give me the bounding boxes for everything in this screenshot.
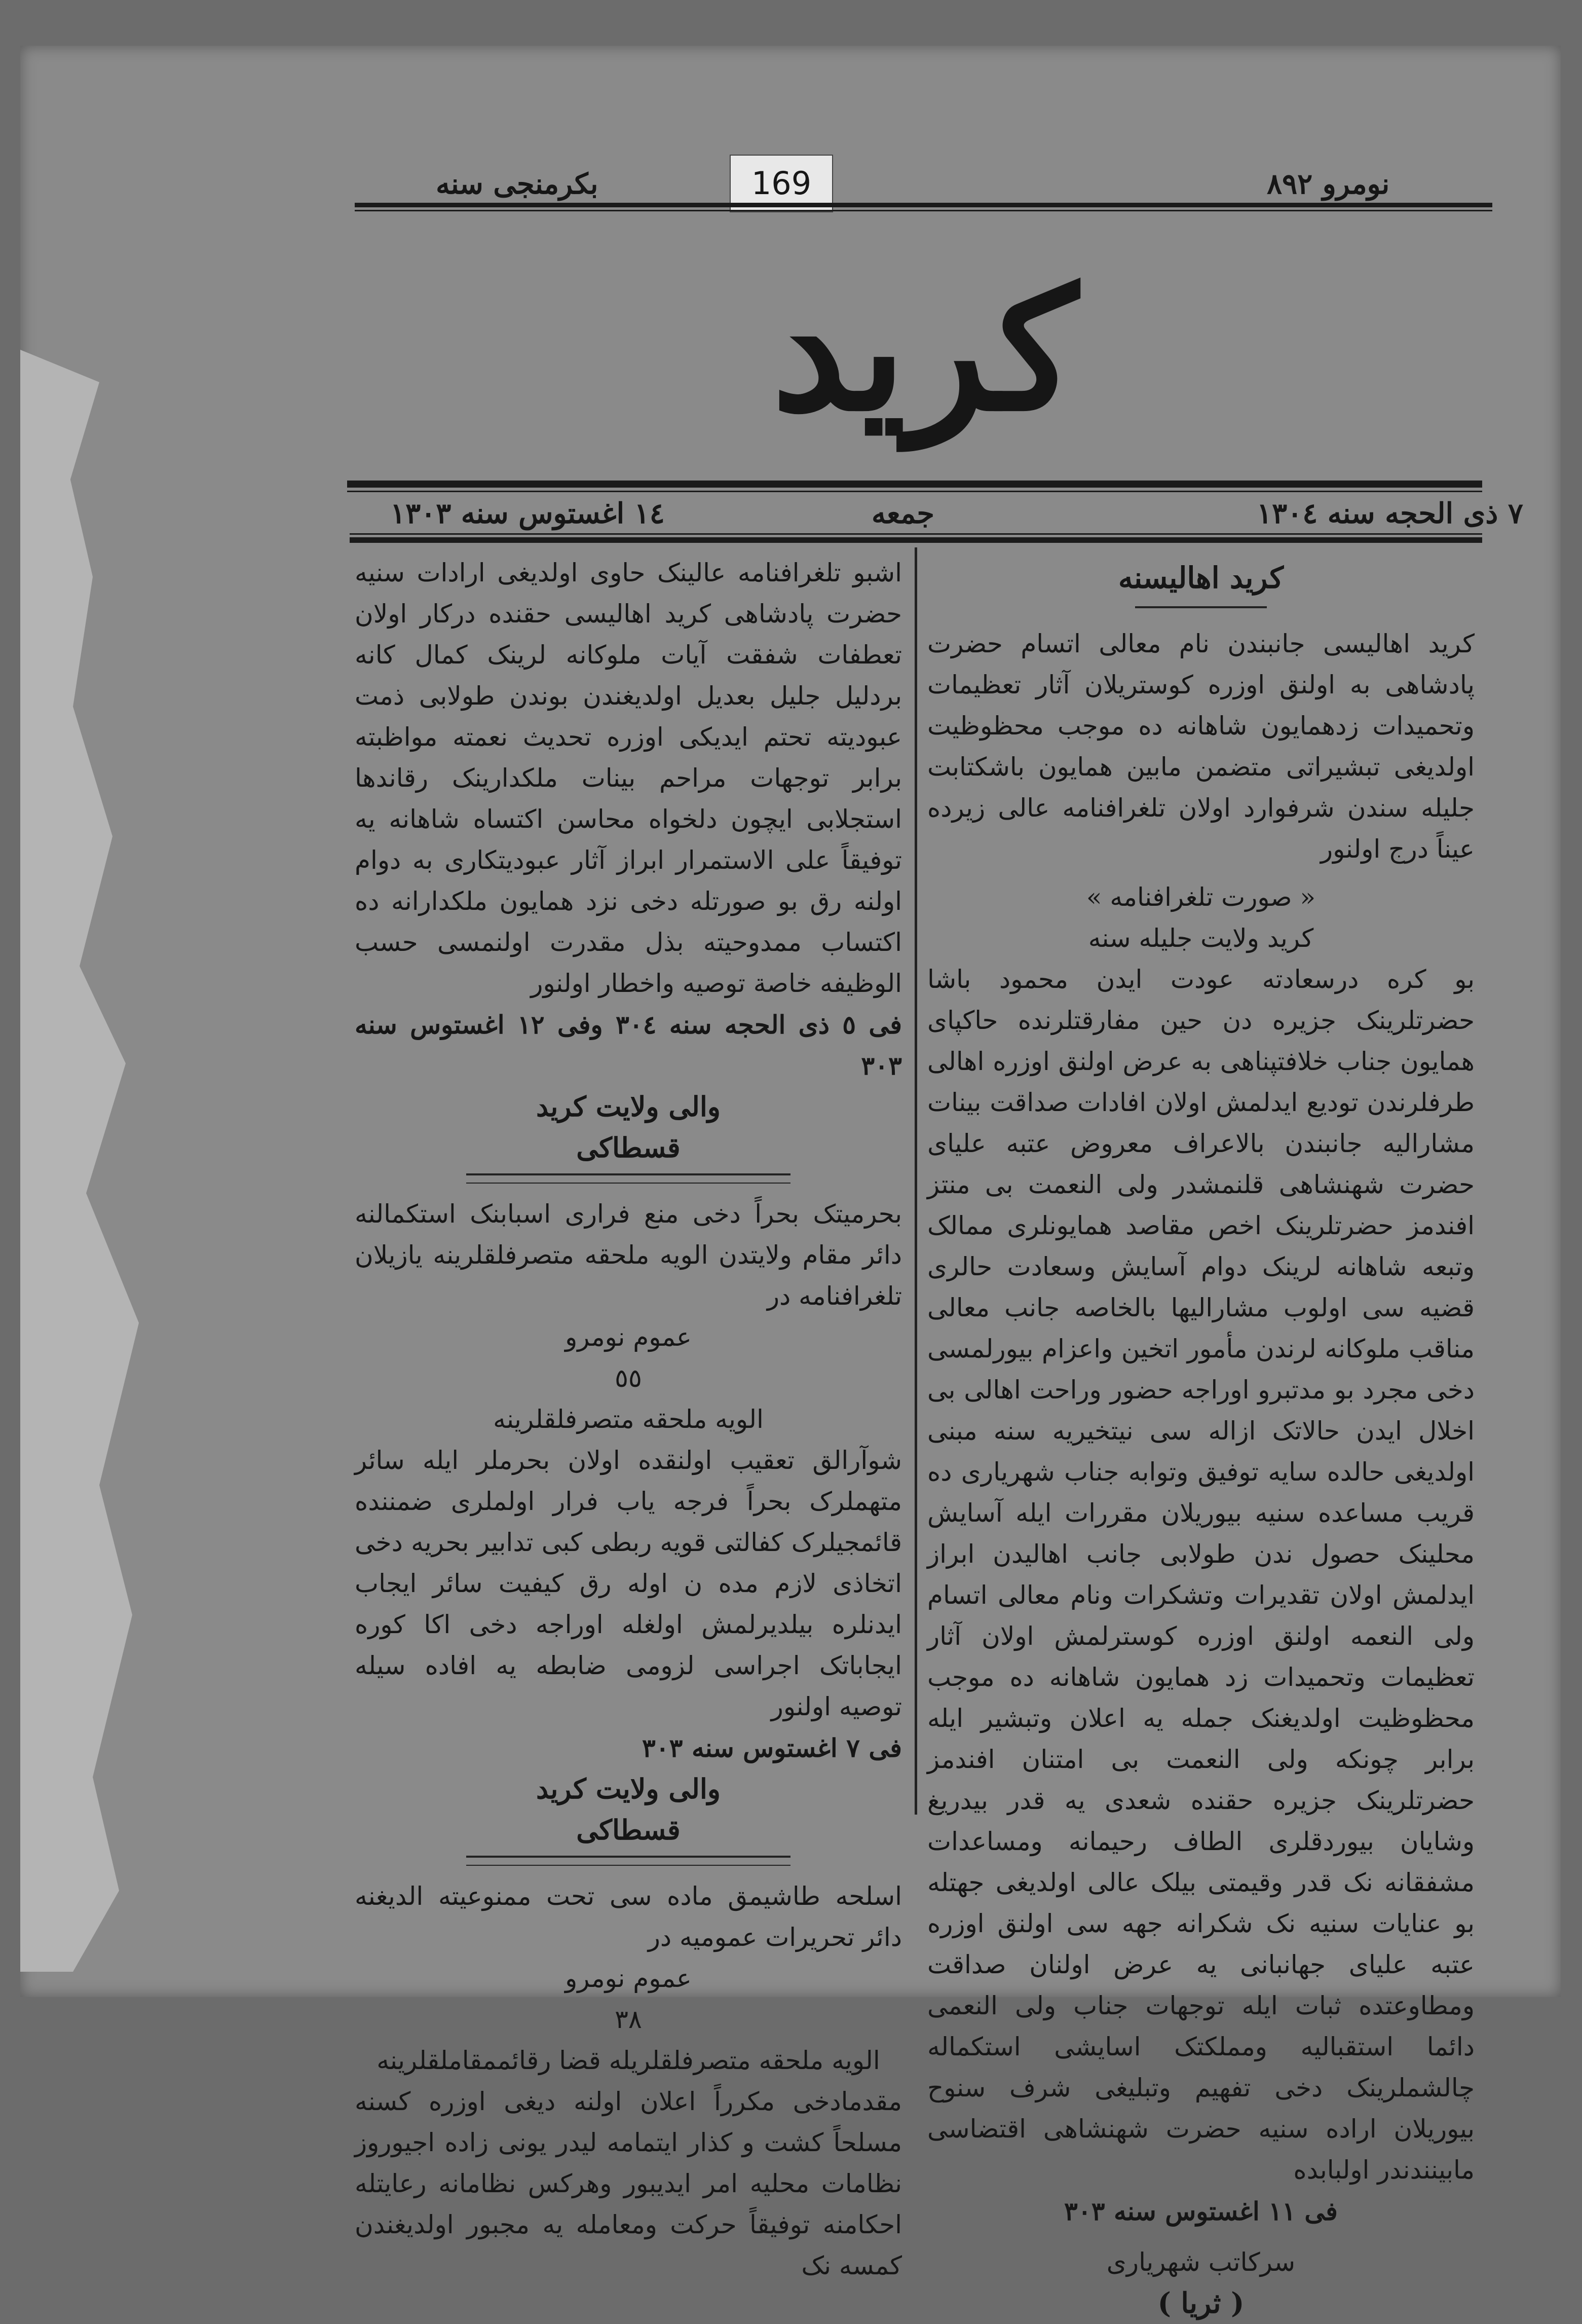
rumi-date: ١٤ اغستوس سنه ١٣٠٣ [390,497,665,530]
right-column [927,552,1475,2324]
year-label: بکرمنجی سنه [436,167,598,201]
top-rule-thin [355,210,1492,211]
heading-ornament [1135,606,1267,611]
masthead-rule-thin [347,491,1482,492]
hijri-date: ٧ ذی الحجه سنه ١٣٠٤ [1257,497,1523,530]
dateline-rule-thick [350,537,1482,543]
right-heading: کرید اهالیسنه [1118,561,1284,595]
governor-name-1: قسطاکی [576,1131,681,1164]
section3-addressee: الویه ملحقه متصرفلقلریله قضا رقائممقاملقلرینه [376,2046,880,2075]
left-date-2: فی ٧ اغستوس سنه ٣٠٣ [642,1733,902,1763]
signature-title: سرکاتب شهریاری [1106,2247,1296,2277]
masthead [709,218,1140,487]
telegram-body: بو کره درسعادته عودت ایدن محمود باشا حضرتلرینک جزیره دن حین مفارقتلرنده حاکپای همایون جناب خلافتپناهی به عرض اولنق اوزره اهالی طرفلرندن تودیع ایدلمش اولان افادات صداقت بینات مشارالیه جانبندن بالاعراف معروض عتبه علیای حضرت شهنشاهی قلنمشدر ولی النعمت بی منتز افندمز حضرتلرینک اخص مقاصد همایونلری ممالک وتبعه شاهانه لرینک دوام آسایش وسعادت حالری قضیه سی اولوب مشارالیها بالخاصه جانب معالی مناقب ملوکانه لرندن مأمور اتخین واعزام بیورلمسی دخی مجرد بو مدتبرو اوراجه حضور وراحت اهالی بی اخلال ایدن حالاتک ازاله سی نیتخیریه سنه مبنی اولدیغی حالده سایه توفیق وتوابه جناب شهریاری ده قریب مساعده سنیه بیوریلان مقررات ایله آسایش محلینک حصول ندن طولابی جانب اهالیدن ابراز ایدلمش اولان تقدیرات وتشکرات ونام معالی اتسام ولی النعمه اولنق اوزره کوسترلمش اولان آثار تعظیمات وتحمیدات زد همایون شاهانه ده موجب محظوظیت اولدیغنک جمله یه اعلان وتبشیر ایله برابر چونکه ولی النعمت بی امتنان افندمز حضرتلرینک جزیره حقنده شعدی یه قدر بیدریغ وشایان بیوردقلری الطاف رحیمانه ومساعدات مشفقانه نک قدر وقیمتی بیلک عالی اولدیغی جهتله بو عنایات سنیه نک شکرانه جهه سی اولنق اوزره عتبه علیای جهانبانی یه عرض اولنان صداقت ومطاوعتده ثبات ایله توجهات جناب ولی النعمی دائما استقبالیه ومملکتک اسایشی استکماله چالشملرینک دخی تفهیم وتبلیغی شرف سنوح بیوریلان اراده سنیه حضرت شهنشاهی اقتضاسی مابینندندر اولبابده [927,965,1475,2185]
signature-name: ( ثریا ) [1157,2286,1245,2320]
governor-title-1: والی ولایت کرید [536,1090,721,1123]
dateline-rule-thin [350,533,1482,535]
telegram-date: فی ١١ اغستوس سنه ٣٠٣ [1064,2196,1338,2226]
masthead-title: کرید [771,251,1078,448]
section2-number-label: عموم نومرو [565,1322,692,1352]
left-date-1: فی ٥ ذی الحجه سنه ٣٠٤ وفی ١٢ اغستوس سنه ٣٠٣ [355,1010,902,1081]
section2-body: شوآرالق تعقیب اولنقده اولان بحرملر ایله سائر متهملرک بحراً فرجه یاب فرار اولملری ضمننده قائمجیلرک کفالتی قویه ربطی کبی تدابیر بحریه دخی اتخاذی لازم مده ن اوله رق کیفیت سائر ایجاب ایدنلره بیلدیرلمش اولغله اوراجه دخی اکا کوره ایجاباتک اجراسی لزومی ضابطه یه افاده سیله توصیه اولنور [355,1446,902,1721]
issue-number: نومرو ٨٩٢ [1267,167,1390,201]
section2-addressee: الویه ملحقه متصرفلقلرینه [493,1405,764,1434]
masthead-rule-thick [347,481,1482,488]
left-intro: اشبو تلغرافنامه عالینک حاوی اولدیغی ارادات سنیه حضرت پادشاهی کرید اهالیسی حقنده درکار اولان تعطفات شفقت آیات ملوکانه لرینک کمال کانه بردلیل جلیل بعدیل اولدیغندن بوندن طولابی ذمت عبودیته تحتم ایدیکی اوزره تحدیث نعمته مواظبته برابر توجهات مراحم بینات ملکدارینک رقاندها استجلابی ایچون دلخواه محاسن اکتساه شاهانه یه توفیقاً علی الاستمرار ابراز آثار عبودیتکاری به دوام اولنه رق بو صورتله دخی نزد همایون ملکدارانه ده اکتساب ممدوحیته بذل مقدرت اولنمسی حسب الوظیفه خاصة توصیه واخطار اولنور [355,558,902,998]
column-divider [915,547,917,1815]
governor-name-2: قسطاکی [576,1814,681,1846]
weekday: جمعه [872,497,935,530]
telegram-subheading: « صورت تلغرافنامه » [1086,882,1316,912]
right-intro: کرید اهالیسی جانبندن نام معالی اتسام حضرت پادشاهی به اولنق اوزره کوستریلان آثار تعظیمات وتحمیدات زدهمایون شاهانه ده موجب محظوظیت اولدیغی تبشیراتی متضمن مابین همایون باشکتابت جلیله سندن شرفوارد اولان تلغرافنامه عالی زیرده عیناً درج اولنور [927,629,1475,864]
section2-heading: بحرمیتک بحراً دخی منع فراری اسبابنک استکمالنه دائر مقام ولایتدن الویه ملحقه متصرفلقلرینه یازیلان تلغرافنامه در [355,1199,902,1311]
section3-number-label: عموم نومرو [565,1964,692,1993]
section2-number: ٥٥ [615,1363,642,1393]
section3-body: مقدمادخی مکرراً اعلان اولنه دیغی اوزره کسنه مسلحاً کشت و کذار ایتمامه لیدر یونی زاده اجیوروز نظامات محلیه امر ایدیبور وهرکس نظامانه رعایتله احکامنه توفیقاً حرکت ومعامله یه مجبور اولدیغندن کمسه نک [355,2087,902,2280]
left-column [355,552,902,2286]
governor-title-2: والی ولایت کرید [536,1773,721,1805]
section3-number: ٣٨ [615,2005,642,2034]
section3-heading: اسلحه طاشیمق ماده سی تحت ممنوعیته الدیغنه دائر تحریرات عمومیه در [355,1882,902,1952]
page-number: 169 [730,155,833,212]
section-divider-2 [466,1856,790,1866]
top-rule-thick [355,203,1492,207]
section-divider-1 [466,1173,790,1184]
telegram-addressee: کرید ولایت جلیله سنه [1088,924,1314,953]
